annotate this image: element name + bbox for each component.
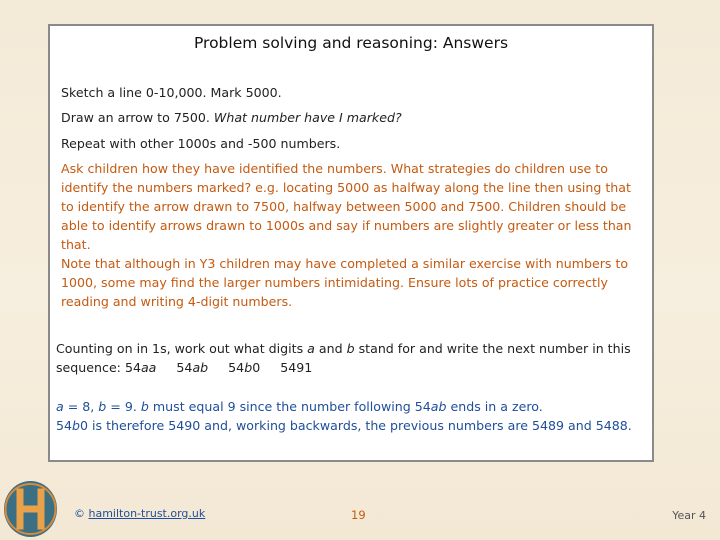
notes-paragraph-1: Ask children how they have identified the numbers. What strategies do children use to identify the numbers marked? e.g. locating 5000 as halfway along the line then using that to identify the arrow drawn to 7500, halfway between 5000 and 7500. Children should be able to identify arrows drawn to 1000s and say if numbers are slightly greater or less than that. [61, 161, 632, 252]
year-label: Year 4 [672, 509, 706, 522]
task-line-3: Repeat with other 1000s and -500 numbers. [61, 136, 341, 151]
sequence-item-2: 54ab [176, 360, 209, 375]
task-question: What number have I marked? [213, 110, 402, 125]
page-title: Problem solving and reasoning: Answers [193, 34, 509, 52]
hamilton-logo-icon [4, 481, 57, 537]
var-b: b [346, 341, 355, 356]
task-line-2-text: Draw an arrow to 7500. [61, 110, 210, 125]
sequence-item-4: 5491 [280, 360, 313, 375]
answer-line-2: 54b0 is therefore 5490 and, working backwards, the previous numbers are 5489 and 5488. [56, 418, 632, 433]
sequence-item-1: 54aa [124, 360, 157, 375]
question-block [56, 339, 652, 377]
hamilton-trust-link[interactable]: hamilton-trust.org.uk [88, 507, 206, 520]
sequence-item-3: 54b0 [228, 360, 261, 375]
notes-paragraph-2: Note that although in Y3 children may have completed a similar exercise with numbers to 1000, some may find the larger numbers intimidating. Ensure lots of practice correctly reading and writing 4-digit numbers. [61, 256, 629, 309]
task-line-2 [61, 108, 402, 127]
var-a: a [56, 399, 64, 414]
copyright: © hamilton-trust.org.uk [74, 507, 206, 520]
answer-card [48, 24, 654, 462]
var-a: a [307, 341, 315, 356]
page-number: 19 [351, 508, 366, 522]
question-text: and [314, 341, 347, 356]
answer-block: a = 8, b = 9. b must equal 9 since the number following 54ab ends in a zero. 54b0 is therefore 5490 and, working backwards, the previous numbers are 5489 and 5488. [56, 397, 652, 435]
var-b: b [98, 399, 107, 414]
teacher-notes [61, 159, 647, 311]
question-text: stand for and write the next number in this sequence: [56, 341, 631, 375]
task-line-1: Sketch a line 0-10,000. Mark 5000. [61, 85, 282, 100]
question-text: Counting on in 1s, work out what digits [56, 341, 308, 356]
